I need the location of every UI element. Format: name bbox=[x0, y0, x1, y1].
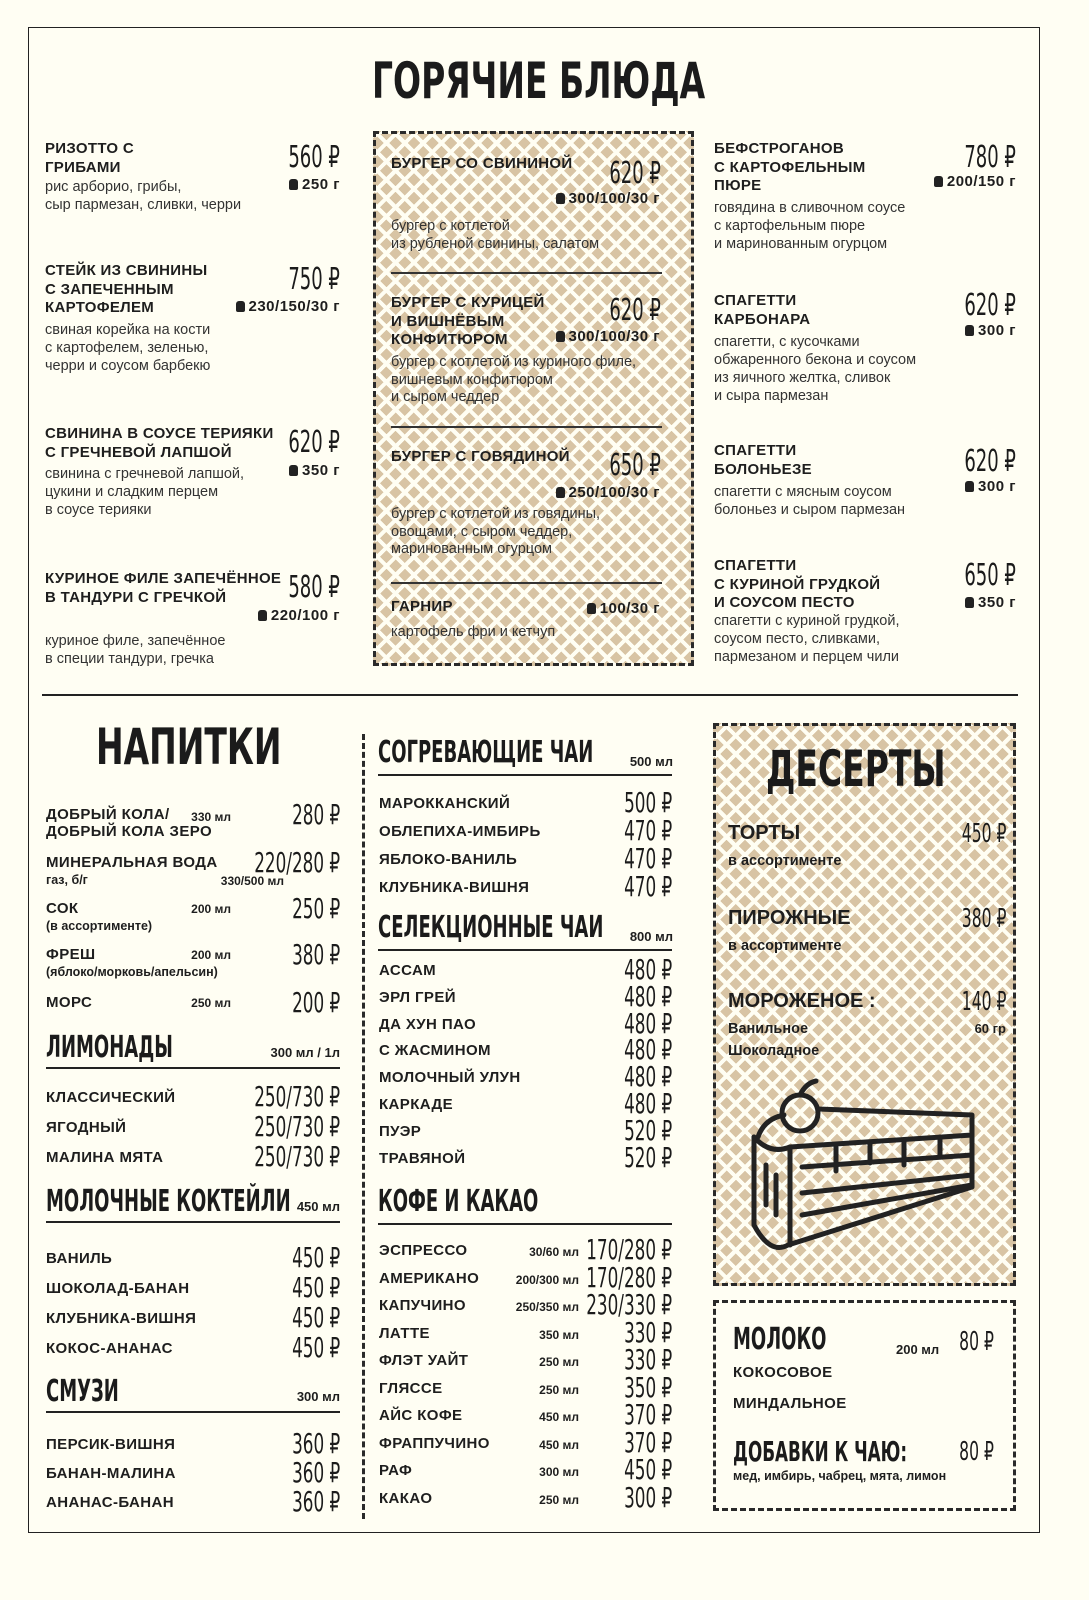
dish-weight: 250 г bbox=[289, 176, 340, 193]
drink-name: ЯГОДНЫЙ bbox=[46, 1119, 127, 1136]
coffee-volume: 450 мл bbox=[539, 1410, 579, 1424]
drink-name: СОК bbox=[46, 900, 79, 917]
coffee-name: АЙС КОФЕ bbox=[379, 1407, 463, 1424]
drink-note: (в ассортименте) bbox=[46, 919, 153, 933]
milk-title: МОЛОКО bbox=[733, 1322, 827, 1357]
dish-name: СТЕЙК ИЗ СВИНИНЫ С ЗАПЕЧЕННЫМ КАРТОФЕЛЕМ bbox=[45, 262, 208, 316]
dish-price: 750 ₽ bbox=[288, 262, 340, 297]
dish-description: куриное филе, запечённое в специи тандури, гречка bbox=[45, 633, 226, 667]
drinks-title: НАПИТКИ bbox=[96, 718, 282, 776]
drink-name: БАНАН-МАЛИНА bbox=[46, 1465, 176, 1482]
dish-price: 580 ₽ bbox=[288, 570, 340, 605]
drink-name: ПЕРСИК-ВИШНЯ bbox=[46, 1436, 176, 1453]
coffee-title: КОФЕ И КАКАО bbox=[378, 1184, 539, 1219]
drink-volume: 330 мл bbox=[191, 810, 231, 824]
burger-description: бургер с котлетой из рубленой свинины, салатом bbox=[391, 218, 600, 252]
dish-weight: 230/150/30 г bbox=[236, 298, 341, 315]
drink-volume: 250 мл bbox=[191, 996, 231, 1010]
tea-price: 480 ₽ bbox=[623, 1006, 672, 1040]
warm_teas-volume: 500 мл bbox=[629, 754, 673, 769]
drink-price: 250 ₽ bbox=[291, 892, 340, 925]
select_teas-volume: 800 мл bbox=[629, 929, 673, 944]
tea-price: 480 ₽ bbox=[623, 1033, 672, 1067]
coffee-volume: 250 мл bbox=[539, 1382, 579, 1397]
coffee-price: 370 ₽ bbox=[623, 1425, 672, 1459]
column-divider bbox=[362, 734, 365, 1519]
drink-name: ШОКОЛАД-БАНАН bbox=[46, 1280, 190, 1297]
tea-name: ОБЛЕПИХА-ИМБИРЬ bbox=[379, 823, 541, 840]
dish-price: 620 ₽ bbox=[964, 444, 1016, 479]
burger-price: 620 ₽ bbox=[609, 156, 661, 191]
dish-description: спагетти с куриной грудкой, соусом песто, сливками, пармезаном и перцем чили bbox=[714, 613, 900, 665]
coffee-name: КАКАО bbox=[379, 1489, 433, 1507]
tea-price: 470 ₽ bbox=[623, 814, 672, 847]
dish-name: БЕФСТРОГАНОВ С КАРТОФЕЛЬНЫМ ПЮРЕ bbox=[714, 140, 866, 194]
burger-description: бургер с котлетой из куриного филе, вишневым конфитюром и сыром чеддер bbox=[391, 354, 637, 405]
coffee-name: РАФ bbox=[379, 1462, 413, 1479]
drink-price: 200 ₽ bbox=[291, 986, 340, 1019]
coffee-name: АМЕРИКАНО bbox=[379, 1269, 480, 1287]
section-divider bbox=[42, 694, 1018, 696]
dessert-price: 140 ₽ bbox=[961, 987, 1006, 1017]
drink-volume: 330/500 мл bbox=[220, 874, 284, 888]
dish-price: 650 ₽ bbox=[964, 558, 1016, 593]
warm_teas-title: СОГРЕВАЮЩИЕ ЧАИ bbox=[378, 735, 594, 770]
burger-name: ГАРНИР bbox=[391, 598, 453, 615]
tea-price: 480 ₽ bbox=[623, 953, 672, 986]
burger-price: 650 ₽ bbox=[609, 448, 661, 483]
coffee-volume: 300 мл bbox=[539, 1465, 579, 1479]
burger-separator bbox=[391, 272, 662, 274]
drink-price: 220/280 ₽ bbox=[254, 846, 340, 879]
dessert-name: ПИРОЖНЫЕ bbox=[728, 907, 851, 929]
coffee-name: ЭСПРЕССО bbox=[379, 1242, 468, 1259]
dish-weight: 350 г bbox=[289, 462, 340, 479]
tea-price: 480 ₽ bbox=[623, 1060, 672, 1094]
drink-price: 280 ₽ bbox=[291, 798, 340, 831]
drink-price: 450 ₽ bbox=[291, 1271, 340, 1304]
drink-name: ВАНИЛЬ bbox=[46, 1250, 113, 1267]
drink-note: газ, б/г bbox=[46, 873, 88, 887]
dish-price: 780 ₽ bbox=[964, 140, 1016, 175]
drink-name: КОКОС-АНАНАС bbox=[46, 1340, 173, 1357]
tea-addons-desc: мед, имбирь, чабрец, мята, лимон bbox=[733, 1469, 947, 1483]
dish-name: КУРИНОЕ ФИЛЕ ЗАПЕЧЁННОЕ В ТАНДУРИ С ГРЕЧКОЙ bbox=[45, 570, 282, 606]
smoothie-underline bbox=[46, 1411, 340, 1413]
coffee-volume: 250 мл bbox=[539, 1492, 579, 1507]
tea-name: ЯБЛОКО-ВАНИЛЬ bbox=[379, 851, 518, 868]
dessert-name: ТОРТЫ bbox=[728, 822, 801, 844]
coffee-price: 450 ₽ bbox=[623, 1453, 672, 1486]
burger-weight: 300/100/30 г bbox=[556, 328, 661, 345]
dish-name: СПАГЕТТИ БОЛОНЬЕЗЕ bbox=[714, 442, 812, 478]
coffee-volume: 250/350 мл bbox=[515, 1300, 579, 1314]
burger-weight: 300/100/30 г bbox=[556, 190, 661, 207]
coffee-name: ГЛЯССЕ bbox=[379, 1379, 443, 1397]
dessert-note: Ванильное Шоколадное bbox=[728, 1021, 820, 1059]
dessert-price: 450 ₽ bbox=[961, 819, 1006, 849]
burger-name: БУРГЕР С ГОВЯДИНОЙ bbox=[391, 448, 570, 465]
smoothie-volume: 300 мл bbox=[296, 1389, 340, 1404]
dish-weight: 300 г bbox=[965, 322, 1016, 339]
drink-name: КЛАССИЧЕСКИЙ bbox=[46, 1089, 176, 1106]
dish-name: РИЗОТТО С ГРИБАМИ bbox=[45, 140, 134, 176]
tea-name: МАРОККАНСКИЙ bbox=[379, 795, 511, 812]
dish-description: свинина с гречневой лапшой, цукини и сладким перцем в соусе терияки bbox=[45, 466, 245, 518]
dish-weight: 300 г bbox=[965, 478, 1016, 495]
tea-price: 480 ₽ bbox=[623, 979, 672, 1013]
burger-price: 620 ₽ bbox=[609, 293, 661, 328]
shakes-underline bbox=[46, 1221, 340, 1223]
coffee-volume: 350 мл bbox=[539, 1327, 579, 1342]
lemonades-underline bbox=[46, 1067, 340, 1069]
coffee-name: ФРАППУЧИНО bbox=[379, 1434, 490, 1452]
coffee-price: 300 ₽ bbox=[623, 1480, 672, 1514]
tea-price: 520 ₽ bbox=[623, 1140, 672, 1174]
dish-price: 560 ₽ bbox=[288, 140, 340, 175]
dish-weight: 350 г bbox=[965, 594, 1016, 611]
dessert-note: в ассортименте bbox=[728, 938, 842, 954]
tea-name: ПУЭР bbox=[379, 1122, 422, 1140]
drink-volume: 200 мл bbox=[191, 902, 231, 916]
drink-volume: 200 мл bbox=[191, 948, 231, 962]
drink-price: 360 ₽ bbox=[291, 1485, 340, 1518]
dessert-volume: 60 гр bbox=[974, 1021, 1006, 1036]
milk-price: 80 ₽ bbox=[959, 1327, 994, 1357]
drink-price: 450 ₽ bbox=[291, 1331, 340, 1364]
drink-price: 250/730 ₽ bbox=[254, 1140, 340, 1173]
drink-name: ФРЕШ bbox=[46, 946, 96, 963]
coffee-price: 370 ₽ bbox=[623, 1398, 672, 1431]
tea-name: КАРКАДЕ bbox=[379, 1096, 454, 1113]
lemonades-title: ЛИМОНАДЫ bbox=[46, 1030, 173, 1065]
drink-price: 250/730 ₽ bbox=[254, 1080, 340, 1113]
dish-weight: 220/100 г bbox=[258, 607, 340, 624]
dish-description: рис арборио, грибы, сыр пармезан, сливки, черри bbox=[45, 179, 242, 213]
drink-name: МИНЕРАЛЬНАЯ ВОДА bbox=[46, 854, 218, 871]
coffee-name: КАПУЧИНО bbox=[379, 1297, 466, 1314]
tea-price: 470 ₽ bbox=[623, 870, 672, 903]
drink-name: ДОБРЫЙ КОЛА/ ДОБРЫЙ КОЛА ЗЕРО bbox=[46, 806, 213, 840]
hot-dishes-title: ГОРЯЧИЕ БЛЮДА bbox=[372, 52, 706, 110]
dessert-note: в ассортименте bbox=[728, 853, 842, 869]
burger-description: картофель фри и кетчуп bbox=[391, 624, 556, 640]
dessert-name: МОРОЖЕНОЕ : bbox=[728, 990, 876, 1012]
drink-name: МОРС bbox=[46, 994, 93, 1011]
tea-price: 520 ₽ bbox=[623, 1113, 672, 1147]
tea-name: С ЖАСМИНОМ bbox=[379, 1042, 491, 1060]
burger-separator bbox=[391, 582, 662, 584]
drink-name: КЛУБНИКА-ВИШНЯ bbox=[46, 1310, 197, 1327]
coffee-price: 330 ₽ bbox=[623, 1315, 672, 1349]
dish-description: спагетти с мясным соусом болоньез и сыром пармезан bbox=[714, 484, 906, 518]
burger-separator bbox=[391, 426, 662, 428]
drink-note: (яблоко/морковь/апельсин) bbox=[46, 965, 218, 979]
drink-name: АНАНАС-БАНАН bbox=[46, 1494, 174, 1511]
tea-name: ТРАВЯНОЙ bbox=[379, 1149, 466, 1167]
desserts-title: ДЕСЕРТЫ bbox=[766, 740, 946, 798]
tea-name: ДА ХУН ПАО bbox=[379, 1015, 477, 1033]
dish-description: спагетти, с кусочками обжаренного бекона и соусом из яичного желтка, сливок и сыра пармезан bbox=[714, 334, 917, 404]
drink-price: 360 ₽ bbox=[291, 1427, 340, 1460]
tea-name: АССАМ bbox=[379, 962, 437, 979]
coffee-volume: 200/300 мл bbox=[515, 1272, 579, 1287]
dish-description: свиная корейка на кости с картофелем, зеленью, черри и соусом барбекю bbox=[45, 322, 211, 374]
shakes-volume: 450 мл bbox=[296, 1199, 340, 1214]
burger-description: бургер с котлетой из говядины, овощами, с сыром чеддер, маринованным огурцом bbox=[391, 506, 601, 557]
cake-slice-icon bbox=[740, 1075, 985, 1255]
tea-price: 480 ₽ bbox=[623, 1087, 672, 1120]
burger-weight: 100/30 г bbox=[587, 600, 660, 617]
smoothie-title: СМУЗИ bbox=[46, 1374, 119, 1409]
burger-name: БУРГЕР С КУРИЦЕЙ И ВИШНЁВЫМ КОНФИТЮРОМ bbox=[391, 294, 545, 348]
tea-name: МОЛОЧНЫЙ УЛУН bbox=[379, 1069, 521, 1087]
tea-addons-title: ДОБАВКИ К ЧАЮ: bbox=[733, 1435, 908, 1468]
coffee-volume: 250 мл bbox=[539, 1355, 579, 1369]
burger-weight: 250/100/30 г bbox=[556, 484, 661, 501]
burger-name: БУРГЕР СО СВИНИНОЙ bbox=[391, 155, 573, 172]
milk-volume: 200 мл bbox=[896, 1342, 940, 1357]
coffee-name: ФЛЭТ УАЙТ bbox=[379, 1352, 469, 1369]
coffee-price: 330 ₽ bbox=[623, 1343, 672, 1376]
dish-weight: 200/150 г bbox=[934, 173, 1016, 190]
dish-name: СВИНИНА В СОУСЕ ТЕРИЯКИ С ГРЕЧНЕВОЙ ЛАПШОЙ bbox=[45, 425, 274, 461]
coffee-price: 170/280 ₽ bbox=[586, 1260, 672, 1294]
shakes-title: МОЛОЧНЫЕ КОКТЕЙЛИ bbox=[46, 1184, 291, 1219]
dish-name: СПАГЕТТИ С КУРИНОЙ ГРУДКОЙ И СОУСОМ ПЕСТО bbox=[714, 557, 881, 611]
drink-price: 360 ₽ bbox=[291, 1456, 340, 1489]
select_teas-underline bbox=[378, 949, 672, 951]
coffee-volume: 30/60 мл bbox=[529, 1245, 579, 1259]
milk-item-coconut: КОКОСОВОЕ bbox=[733, 1364, 833, 1381]
milk-item-almond: МИНДАЛЬНОЕ bbox=[733, 1395, 847, 1412]
dish-description: говядина в сливочном соусе с картофельным пюре и маринованным огурцом bbox=[714, 200, 906, 252]
dish-price: 620 ₽ bbox=[288, 425, 340, 460]
tea-price: 470 ₽ bbox=[623, 842, 672, 875]
drink-price: 380 ₽ bbox=[291, 938, 340, 971]
tea-price: 500 ₽ bbox=[623, 786, 672, 819]
dish-name: СПАГЕТТИ КАРБОНАРА bbox=[714, 292, 811, 328]
coffee-name: ЛАТТЕ bbox=[379, 1324, 430, 1342]
dessert-price: 380 ₽ bbox=[961, 904, 1006, 934]
drink-price: 250/730 ₽ bbox=[254, 1110, 340, 1143]
select_teas-title: СЕЛЕКЦИОННЫЕ ЧАИ bbox=[378, 910, 604, 945]
coffee-price: 350 ₽ bbox=[623, 1370, 672, 1404]
warm_teas-underline bbox=[378, 774, 672, 776]
tea-name: КЛУБНИКА-ВИШНЯ bbox=[379, 879, 530, 896]
coffee-underline bbox=[378, 1223, 672, 1225]
coffee-price: 230/330 ₽ bbox=[586, 1288, 672, 1321]
tea-addons-price: 80 ₽ bbox=[959, 1437, 994, 1467]
coffee-volume: 450 мл bbox=[539, 1437, 579, 1452]
tea-name: ЭРЛ ГРЕЙ bbox=[379, 988, 456, 1006]
dish-price: 620 ₽ bbox=[964, 288, 1016, 323]
coffee-price: 170/280 ₽ bbox=[586, 1233, 672, 1266]
lemonades-volume: 300 мл / 1л bbox=[270, 1045, 340, 1060]
drink-name: МАЛИНА МЯТА bbox=[46, 1149, 164, 1166]
drink-price: 450 ₽ bbox=[291, 1301, 340, 1334]
drink-price: 450 ₽ bbox=[291, 1241, 340, 1274]
